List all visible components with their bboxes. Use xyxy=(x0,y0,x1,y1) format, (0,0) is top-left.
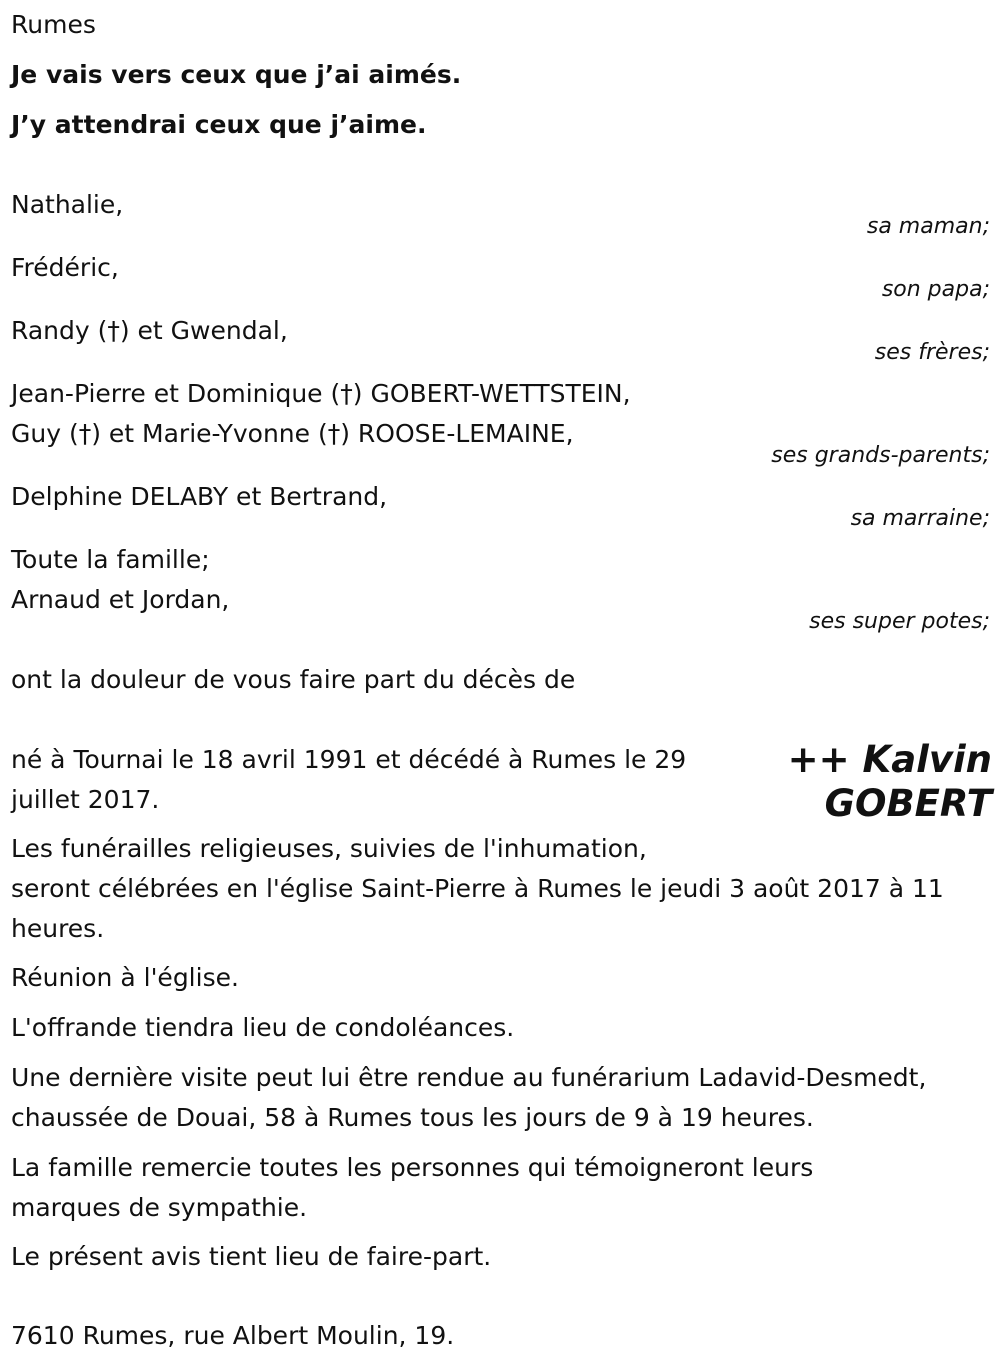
family-relation: sa maman; xyxy=(866,214,990,239)
visit: Une dernière visite peut lui être rendue au funérarium Ladavid-Desmedt, chaussée de Douai, 58 à Rumes tous les jours de 9 à 19 heures. xyxy=(11,1063,927,1132)
quote-line-1: Je vais vers ceux que j’ai aimés. xyxy=(11,60,462,89)
family-relation: ses super potes; xyxy=(809,609,990,634)
offering: L'offrande tiendra lieu de condoléances. xyxy=(11,1013,515,1042)
family-names: Jean-Pierre et Dominique (†) GOBERT-WETTSTEIN, xyxy=(11,379,631,408)
quote-line-2: J’y attendrai ceux que j’aime. xyxy=(11,110,427,139)
announcement: ont la douleur de vous faire part du décès de xyxy=(11,665,576,694)
family-relation: ses frères; xyxy=(874,340,990,365)
place-heading: Rumes xyxy=(11,10,96,39)
family-relation: son papa; xyxy=(881,277,990,302)
address: 7610 Rumes, rue Albert Moulin, 19. xyxy=(11,1321,455,1350)
funeral-line-2: seront célébrées en l'église Saint-Pierre à Rumes le jeudi 3 août 2017 à 11 heures. xyxy=(11,874,944,943)
thanks: La famille remercie toutes les personnes qui témoigneront leurs marques de sympathie. xyxy=(11,1153,814,1222)
deceased-name xyxy=(788,738,992,826)
funeral-line-1: Les funérailles religieuses, suivies de l'inhumation, xyxy=(11,834,647,863)
family-relation: ses grands-parents; xyxy=(771,443,990,468)
family-names: Guy (†) et Marie-Yvonne (†) ROOSE-LEMAINE, xyxy=(11,419,574,448)
meeting: Réunion à l'église. xyxy=(11,963,239,992)
deceased-name-line2: GOBERT xyxy=(824,782,992,825)
family-names: Arnaud et Jordan, xyxy=(11,585,230,614)
birth-death: né à Tournai le 18 avril 1991 et décédé à Rumes le 29 juillet 2017. xyxy=(11,745,687,814)
notice: Le présent avis tient lieu de faire-part. xyxy=(11,1242,492,1271)
family-names: Frédéric, xyxy=(11,253,119,282)
family-names: Toute la famille; xyxy=(11,545,210,574)
family-names: Delphine DELABY et Bertrand, xyxy=(11,482,388,511)
deceased-name-line1: ++ Kalvin xyxy=(787,738,992,781)
family-names: Randy (†) et Gwendal, xyxy=(11,316,288,345)
family-names: Nathalie, xyxy=(11,190,124,219)
family-relation: sa marraine; xyxy=(850,506,990,531)
